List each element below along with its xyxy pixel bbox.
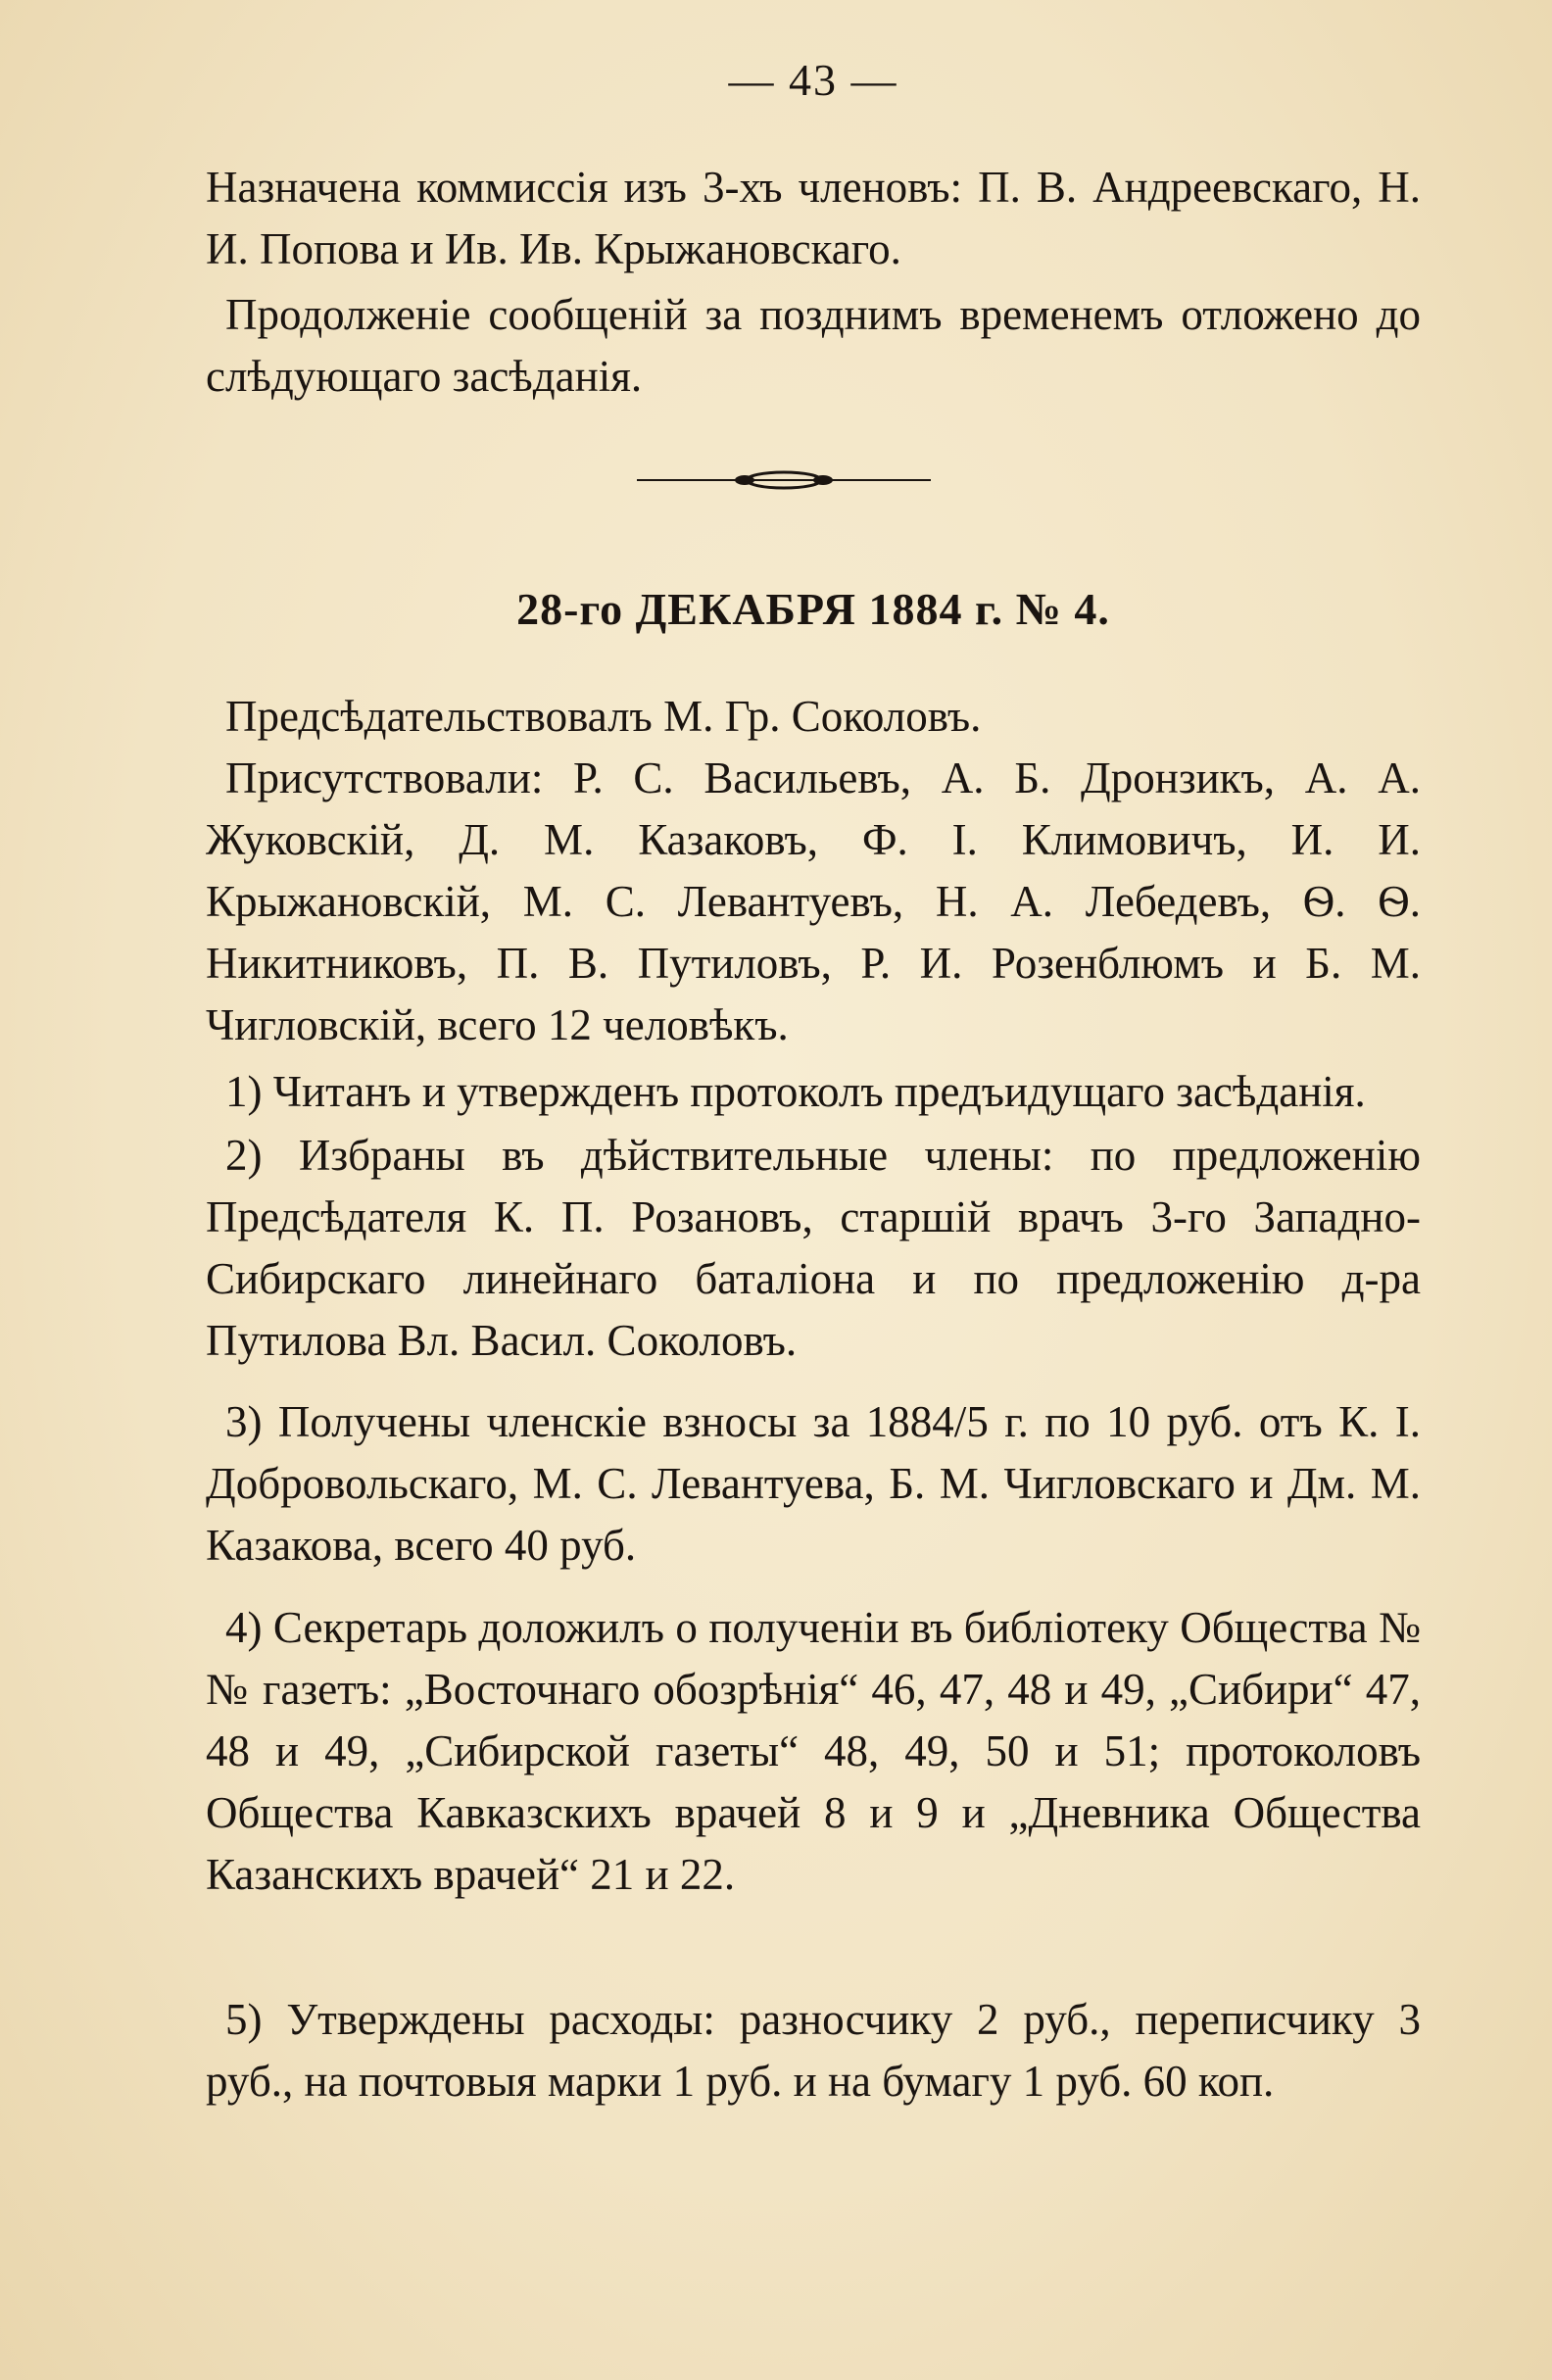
paragraph-postponed: Продолженіе сообщеній за позднимъ временемъ отложено до слѣдующаго засѣданія. <box>206 290 1421 401</box>
paragraph-item-4: 4) Секретарь доложилъ о полученіи въ библіотеку Общества №№ газетъ: „Восточнаго обозрѣнія“ 46, 47, 48 и 49, „Сибири“ 47, 48 и 49, „Сибирской газеты“ 48, 49, 50 и 51; протоколовъ Общества Кавказскихъ врачей 8 и 9 и „Дневника Общества Казанскихъ врачей“ 21 и 22. <box>206 1603 1421 1899</box>
paragraph-chairman: Предсѣдательствовалъ М. Гр. Соколовъ. <box>225 692 982 741</box>
paragraph-item-1: 1) Читанъ и утвержденъ протоколъ предъидущаго засѣданія. <box>225 1067 1366 1116</box>
page-number: — 43 — <box>728 55 898 105</box>
ornament-divider <box>637 465 931 495</box>
paragraph-commission: Назначена коммиссія изъ 3-хъ членовъ: П. В. Андреевскаго, Н. И. Попова и Ив. Ив. Крыжановскаго. <box>206 163 1421 273</box>
paragraph-attendees: Присутствовали: Р. С. Васильевъ, А. Б. Дронзикъ, А. А. Жуковскій, Д. М. Казаковъ, Ф. І. Климовичъ, И. И. Крыжановскій, М. С. Левантуевъ, Н. А. Лебедевъ, Ѳ. Ѳ. Никитниковъ, П. В. Путиловъ, Р. И. Розенблюмъ и Б. М. Чигловскій, всего 12 человѣкъ. <box>206 753 1421 1049</box>
paragraph-item-3: 3) Получены членскіе взносы за 1884/5 г. по 10 руб. отъ К. І. Добровольскаго, М. С. Левантуева, Б. М. Чигловскаго и Дм. М. Казакова, всего 40 руб. <box>206 1397 1421 1570</box>
paragraph-item-5: 5) Утверждены расходы: разносчику 2 руб., переписчику 3 руб., на почтовыя марки 1 руб. и на бумагу 1 руб. 60 коп. <box>206 1995 1421 2106</box>
paragraph-item-2: 2) Избраны въ дѣйствительные члены: по предложенію Предсѣдателя К. П. Розановъ, старшій врачъ 3-го Западно-Сибирскаго линейнаго баталіона и по предложенію д-ра Путилова Вл. Васил. Соколовъ. <box>206 1131 1421 1365</box>
meeting-heading: 28-го ДЕКАБРЯ 1884 г. № 4. <box>516 584 1110 634</box>
